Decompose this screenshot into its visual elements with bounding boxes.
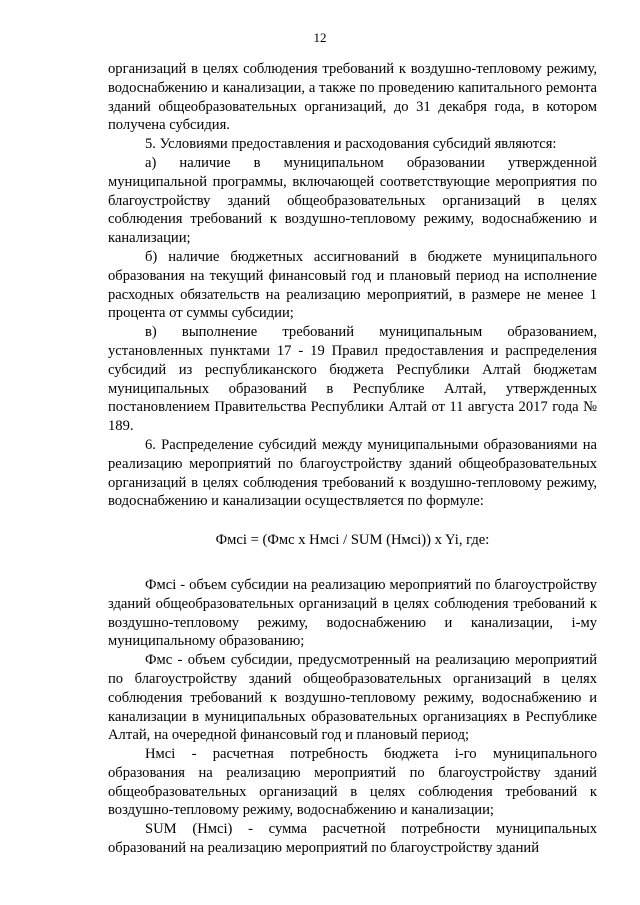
definition-fmsi: Фмсi - объем субсидии на реализацию мероприятий по благоустройству зданий общеобразовательных организаций в целях соблюдения требований к воздушно-тепловому режиму, водоснабжению и канализации, i-му муниципальному образованию; (108, 576, 597, 650)
paragraph-continuation: организаций в целях соблюдения требований к воздушно-тепловому режиму, водоснабжению и канализации, а также по проведению капитального ремонта зданий общеобразовательных организаций, до 31 декабря года, в котором получена субсидия. (108, 61, 597, 134)
distribution-formula: Фмсi = (Фмс x Нмсi / SUM (Нмсi)) x Yi, где: (215, 532, 490, 549)
definition-fms: Фмс - объем субсидии, предусмотренный на реализацию мероприятий по благоустройству зданий общеобразовательных организаций в целях соблюдения требований к воздушно-тепловому режиму, водоснабжению и канализации в муниципальных образовательных организациях в Республике Алтай, на очередной финансовый год и плановый период; (108, 652, 597, 744)
page-number: 12 (313, 30, 327, 45)
paragraph-subitem-a: а) наличие в муниципальном образовании утвержденной муниципальной программы, включающей соответствующие мероприятия по благоустройству зданий общеобразовательных организаций в целях соблюдения требований к воздушно-тепловому режиму, водоснабжению и канализации; (108, 154, 597, 247)
definition-nmsi: Нмсi - расчетная потребность бюджета i-го муниципального образования на реализацию мероприятий по благоустройству зданий общеобразовательных организаций в целях соблюдения требований к воздушно-тепловому режиму, водоснабжению и канализации; (108, 746, 597, 819)
paragraph-item-6: 6. Распределение субсидий между муниципальными образованиями на реализацию мероприятий по благоустройству зданий общеобразовательных организаций в целях соблюдения требований к воздушно-тепловому режиму, водоснабжению и канализации осуществляется по формуле: (108, 436, 597, 510)
paragraph-subitem-v: в) выполнение требований муниципальным образованием, установленных пунктами 17 - 19 Правил предоставления и распределения субсидий из республиканского бюджета Республики Алтай бюджетам муниципальных образований в Республике Алтай, утвержденных постановлением Правительства Республики Алтай от 11 августа 2017 года № 189. (108, 324, 597, 435)
paragraph-subitem-b: б) наличие бюджетных ассигнований в бюджете муниципального образования на текущий финансовый год и плановый период на исполнение расходных обязательств на реализацию мероприятий, в размере не менее 1 процента от суммы субсидии; (108, 248, 597, 322)
paragraph-item-5: 5. Условиями предоставления и расходования субсидий являются: (145, 136, 557, 153)
definition-sum-nmsi: SUM (Нмсi) - сумма расчетной потребности муниципальных образований на реализацию мероприятий по благоустройству зданий (108, 821, 597, 857)
document-body (108, 60, 597, 858)
